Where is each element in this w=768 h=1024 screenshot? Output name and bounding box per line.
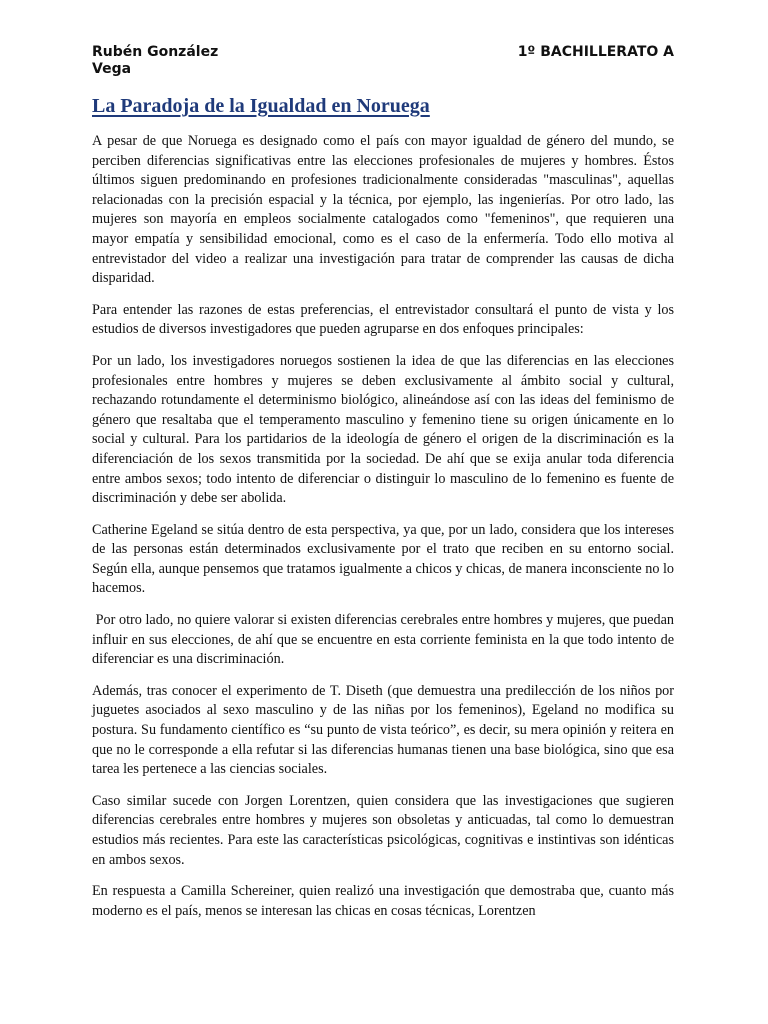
- paragraph: Para entender las razones de estas preferencias, el entrevistador consultará el punto de vista y los estudios de diversos investigadores que pueden agruparse en dos enfoques principales:: [92, 301, 674, 338]
- paragraph: En respuesta a Camilla Schereiner, quien realizó una investigación que demostraba que, cuanto más moderno es el país, menos se interesan las chicas en cosas técnicas, Lorentzen: [92, 883, 674, 919]
- paragraph: A pesar de que Noruega es designado como el país con mayor igualdad de género del mundo, se perciben diferencias significativas entre las elecciones profesionales de mujeres y hombres. Éstos últimos siguen predominando en profesiones tradicionalmente consideradas "masculinas", aquellas relacionadas con la precisión espacial y la técnica, por ejemplo, las ingenierías. Por otro lado, las mujeres son mayoría en empleos socialmente catalogados como "femeninos", que requieren una mayor empatía y sensibilidad emocional, como es el caso de la enfermería. Todo ello motiva al entrevistador del video a realizar una investigación para tratar de comprender las causas de dicha disparidad.: [92, 133, 674, 287]
- paragraph: Catherine Egeland se sitúa dentro de esta perspectiva, ya que, por un lado, considera que los intereses de las personas están determinados exclusivamente por el trato que reciben en su entorno social. Según ella, aunque pensemos que tratamos igualmente a chicos y chicas, de manera inconsciente no lo hacemos.: [92, 521, 674, 597]
- author-name: Rubén González Vega: [92, 44, 219, 77]
- paragraph: Además, tras conocer el experimento de T. Diseth (que demuestra una predilección de los niños por juguetes asociados al sexo masculino y de las niñas por los femeninos), Egeland no modifica su postura. Su fundamento científico es “su punto de vista teórico”, es decir, su mera opinión y reitera en que no le corresponde a ella refutar si las diferencias humanas tienen una base biológica, sino que esa tarea les pertenece a las ciencias sociales.: [92, 682, 674, 778]
- page-header: [92, 44, 674, 78]
- document-body: [92, 132, 678, 921]
- paragraph: Por otro lado, no quiere valorar si existen diferencias cerebrales entre hombres y mujeres, que puedan influir en sus elecciones, de ahí que se encuentre en esta corriente feminista en la que todo intento de diferenciar es una discriminación.: [92, 612, 678, 668]
- paragraph: Caso similar sucede con Jorgen Lorentzen, quien considera que las investigaciones que sugieren diferencias cerebrales entre hombres y mujeres son obsoletas y anticuadas, tal como lo demuestran estudios más recientes. Para este las características psicológicas, cognitivas e instintivas son idénticas en ambos sexos.: [92, 792, 674, 868]
- document-page: [92, 44, 678, 933]
- paragraph: Por un lado, los investigadores noruegos sostienen la idea de que las diferencias en las elecciones profesionales entre hombres y mujeres se deben exclusivamente al ámbito social y cultural, rechazando rotundamente el determinismo biológico, alineándose así con las ideas del feminismo de género que resaltaba que el temperamento masculino y femenino tiene su origen únicamente en lo social y cultural. Para los partidarios de la ideología de género el origen de la discriminación es la diferenciación de los sexos transmitida por la sociedad. De ahí que se exija anular toda diferencia entre ambos sexos; todo intento de diferenciar o distinguir lo masculino de lo femenino es fuente de discriminación y debe ser abolida.: [92, 352, 674, 507]
- document-title: La Paradoja de la Igualdad en Noruega: [92, 95, 430, 117]
- course-label: 1º BACHILLERATO A: [517, 44, 674, 60]
